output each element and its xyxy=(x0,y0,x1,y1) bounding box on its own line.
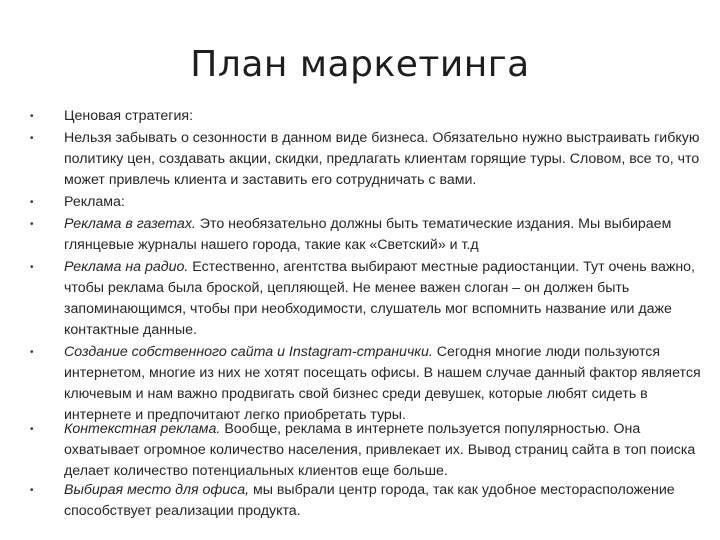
bullet-icon: • xyxy=(30,111,34,122)
slide-title: План маркетинга xyxy=(190,44,530,85)
bullet-text xyxy=(64,480,704,522)
bullet-text xyxy=(64,342,704,426)
bullet-icon: • xyxy=(30,133,34,144)
bullet-lead: Выбирая место для офиса, xyxy=(64,482,250,498)
bullet-rest: Это необязательно должны быть тематические издания. Мы выбираем глянцевые журналы нашего города, такие как «Светский» и т.д xyxy=(64,216,672,253)
bullet-rest: Нельзя забывать о сезонности в данном виде бизнеса. Обязательно нужно выстраивать гибкую политику цен, создавать акции, скидки, предлагать клиентам горящие туры. Словом, все то, что может привлечь клиента и заставить его сотрудничать с вами. xyxy=(64,130,700,188)
bullet-lead: Реклама: xyxy=(64,194,125,210)
bullet-rest: Естественно, агентства выбирают местные радиостанции. Тут очень важно, чтобы реклама была броской, цепляющей. Не менее важен слоган – он должен быть запоминающимся, чтобы при необходимости, слушатель мог вспомнить название или даже контактные данные. xyxy=(64,259,696,338)
bullet-icon: • xyxy=(30,219,34,230)
bullet-icon: • xyxy=(30,424,34,435)
bullet-icon: • xyxy=(30,485,34,496)
bullet-text xyxy=(64,214,704,256)
bullet-lead: Создание собственного сайта и Instagram-странички. xyxy=(64,344,433,360)
bullet-text xyxy=(64,257,704,341)
bullet-text xyxy=(64,419,704,482)
bullet-icon: • xyxy=(30,262,34,273)
bullet-lead: Реклама в газетах. xyxy=(64,216,196,232)
bullet-lead: Ценовая стратегия: xyxy=(64,108,194,124)
bullet-text xyxy=(64,192,704,213)
bullet-lead: Контекстная реклама. xyxy=(64,421,221,437)
bullet-lead: Реклама на радио. xyxy=(64,259,189,275)
bullet-icon: • xyxy=(30,347,34,358)
bullet-icon: • xyxy=(30,197,34,208)
bullet-rest: Сегодня многие люди пользуются интернетом, многие из них не хотят посещать офисы. В нашем случае данный фактор является ключевым и нам важно продвигать свой бизнес среди девушек, которые любят сидеть в интернете и предпочитают легко приобретать туры. xyxy=(64,344,701,423)
bullet-text xyxy=(64,106,704,127)
bullet-text xyxy=(64,128,704,191)
bullet-rest: мы выбрали центр города, так как удобное месторасположение способствует реализации продукта. xyxy=(64,482,675,519)
bullet-rest: Вообще, реклама в интернете пользуется популярностью. Она охватывает огромное количество населения, привлекает их. Вывод страниц сайта в топ поиска делает количество потенциальных клиентов еще больше. xyxy=(64,421,696,479)
